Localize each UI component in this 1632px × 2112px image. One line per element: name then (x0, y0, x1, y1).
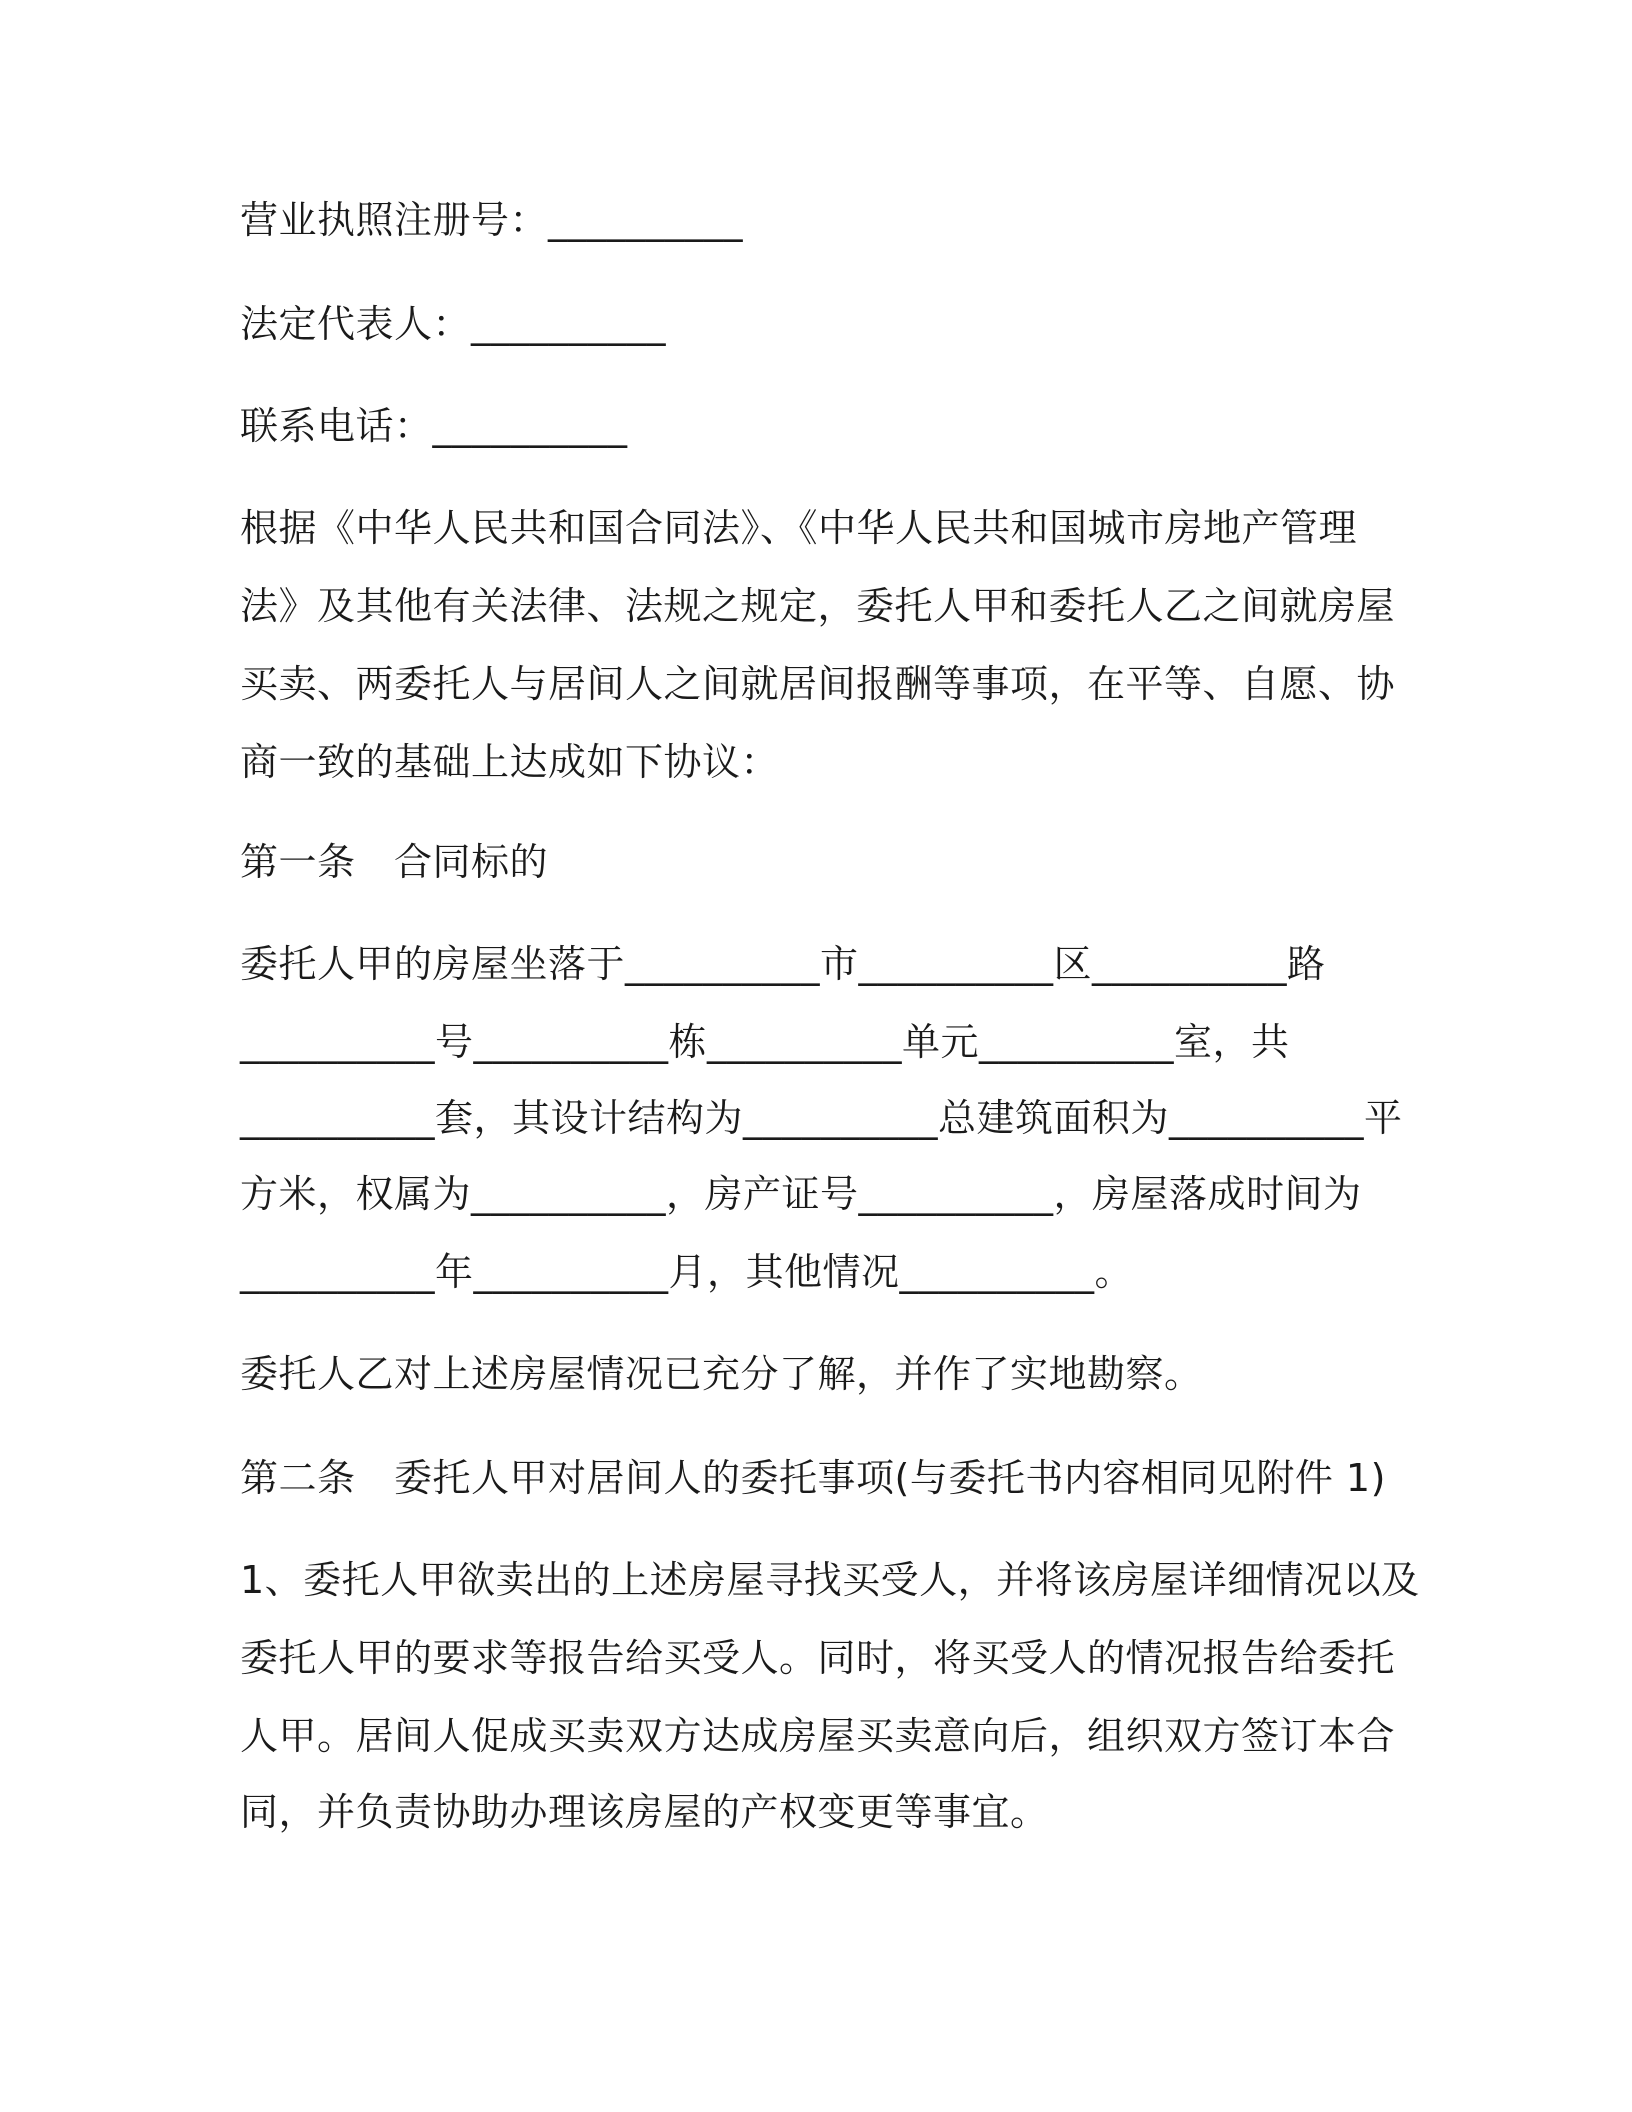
phone-line: 联系电话：__________ (240, 404, 628, 448)
preamble-line-2: 法》及其他有关法律、法规之规定，委托人甲和委托人乙之间就房屋 (240, 584, 1396, 628)
preamble-line-1: 根据《中华人民共和国合同法》、《中华人民共和国城市房地产管理 (240, 506, 1358, 550)
property-line-5: __________年__________月，其他情况__________。 (240, 1250, 1134, 1294)
license-number-line: 营业执照注册号：__________ (240, 198, 744, 242)
clause-1-line-4: 同，并负责协助办理该房屋的产权变更等事宜。 (240, 1790, 1049, 1834)
clause-1-line-3: 人甲。居间人促成买卖双方达成房屋买卖意向后，组织双方签订本合 (240, 1714, 1396, 1758)
article-1-heading: 第一条 合同标的 (240, 840, 549, 884)
buyer-acknowledgement-line: 委托人乙对上述房屋情况已充分了解，并作了实地勘察。 (240, 1352, 1203, 1396)
property-line-3: __________套，其设计结构为__________总建筑面积为__________平 (240, 1096, 1403, 1140)
legal-representative-line: 法定代表人：__________ (240, 302, 667, 346)
property-line-2: __________号__________栋__________单元__________室，共 (240, 1020, 1290, 1064)
property-line-4: 方米，权属为__________，房产证号__________，房屋落成时间为 (240, 1172, 1362, 1216)
clause-1-line-1: 1、委托人甲欲卖出的上述房屋寻找买受人，并将该房屋详细情况以及 (240, 1558, 1420, 1602)
clause-1-line-2: 委托人甲的要求等报告给买受人。同时，将买受人的情况报告给委托 (240, 1636, 1396, 1680)
property-line-1: 委托人甲的房屋坐落于__________市__________区__________路 (240, 942, 1326, 986)
document-page (240, 0, 1420, 2112)
preamble-line-3: 买卖、两委托人与居间人之间就居间报酬等事项，在平等、自愿、协 (240, 662, 1396, 706)
article-2-heading: 第二条 委托人甲对居间人的委托事项(与委托书内容相同见附件 1) (240, 1456, 1386, 1500)
preamble-line-4: 商一致的基础上达成如下协议： (240, 740, 780, 784)
